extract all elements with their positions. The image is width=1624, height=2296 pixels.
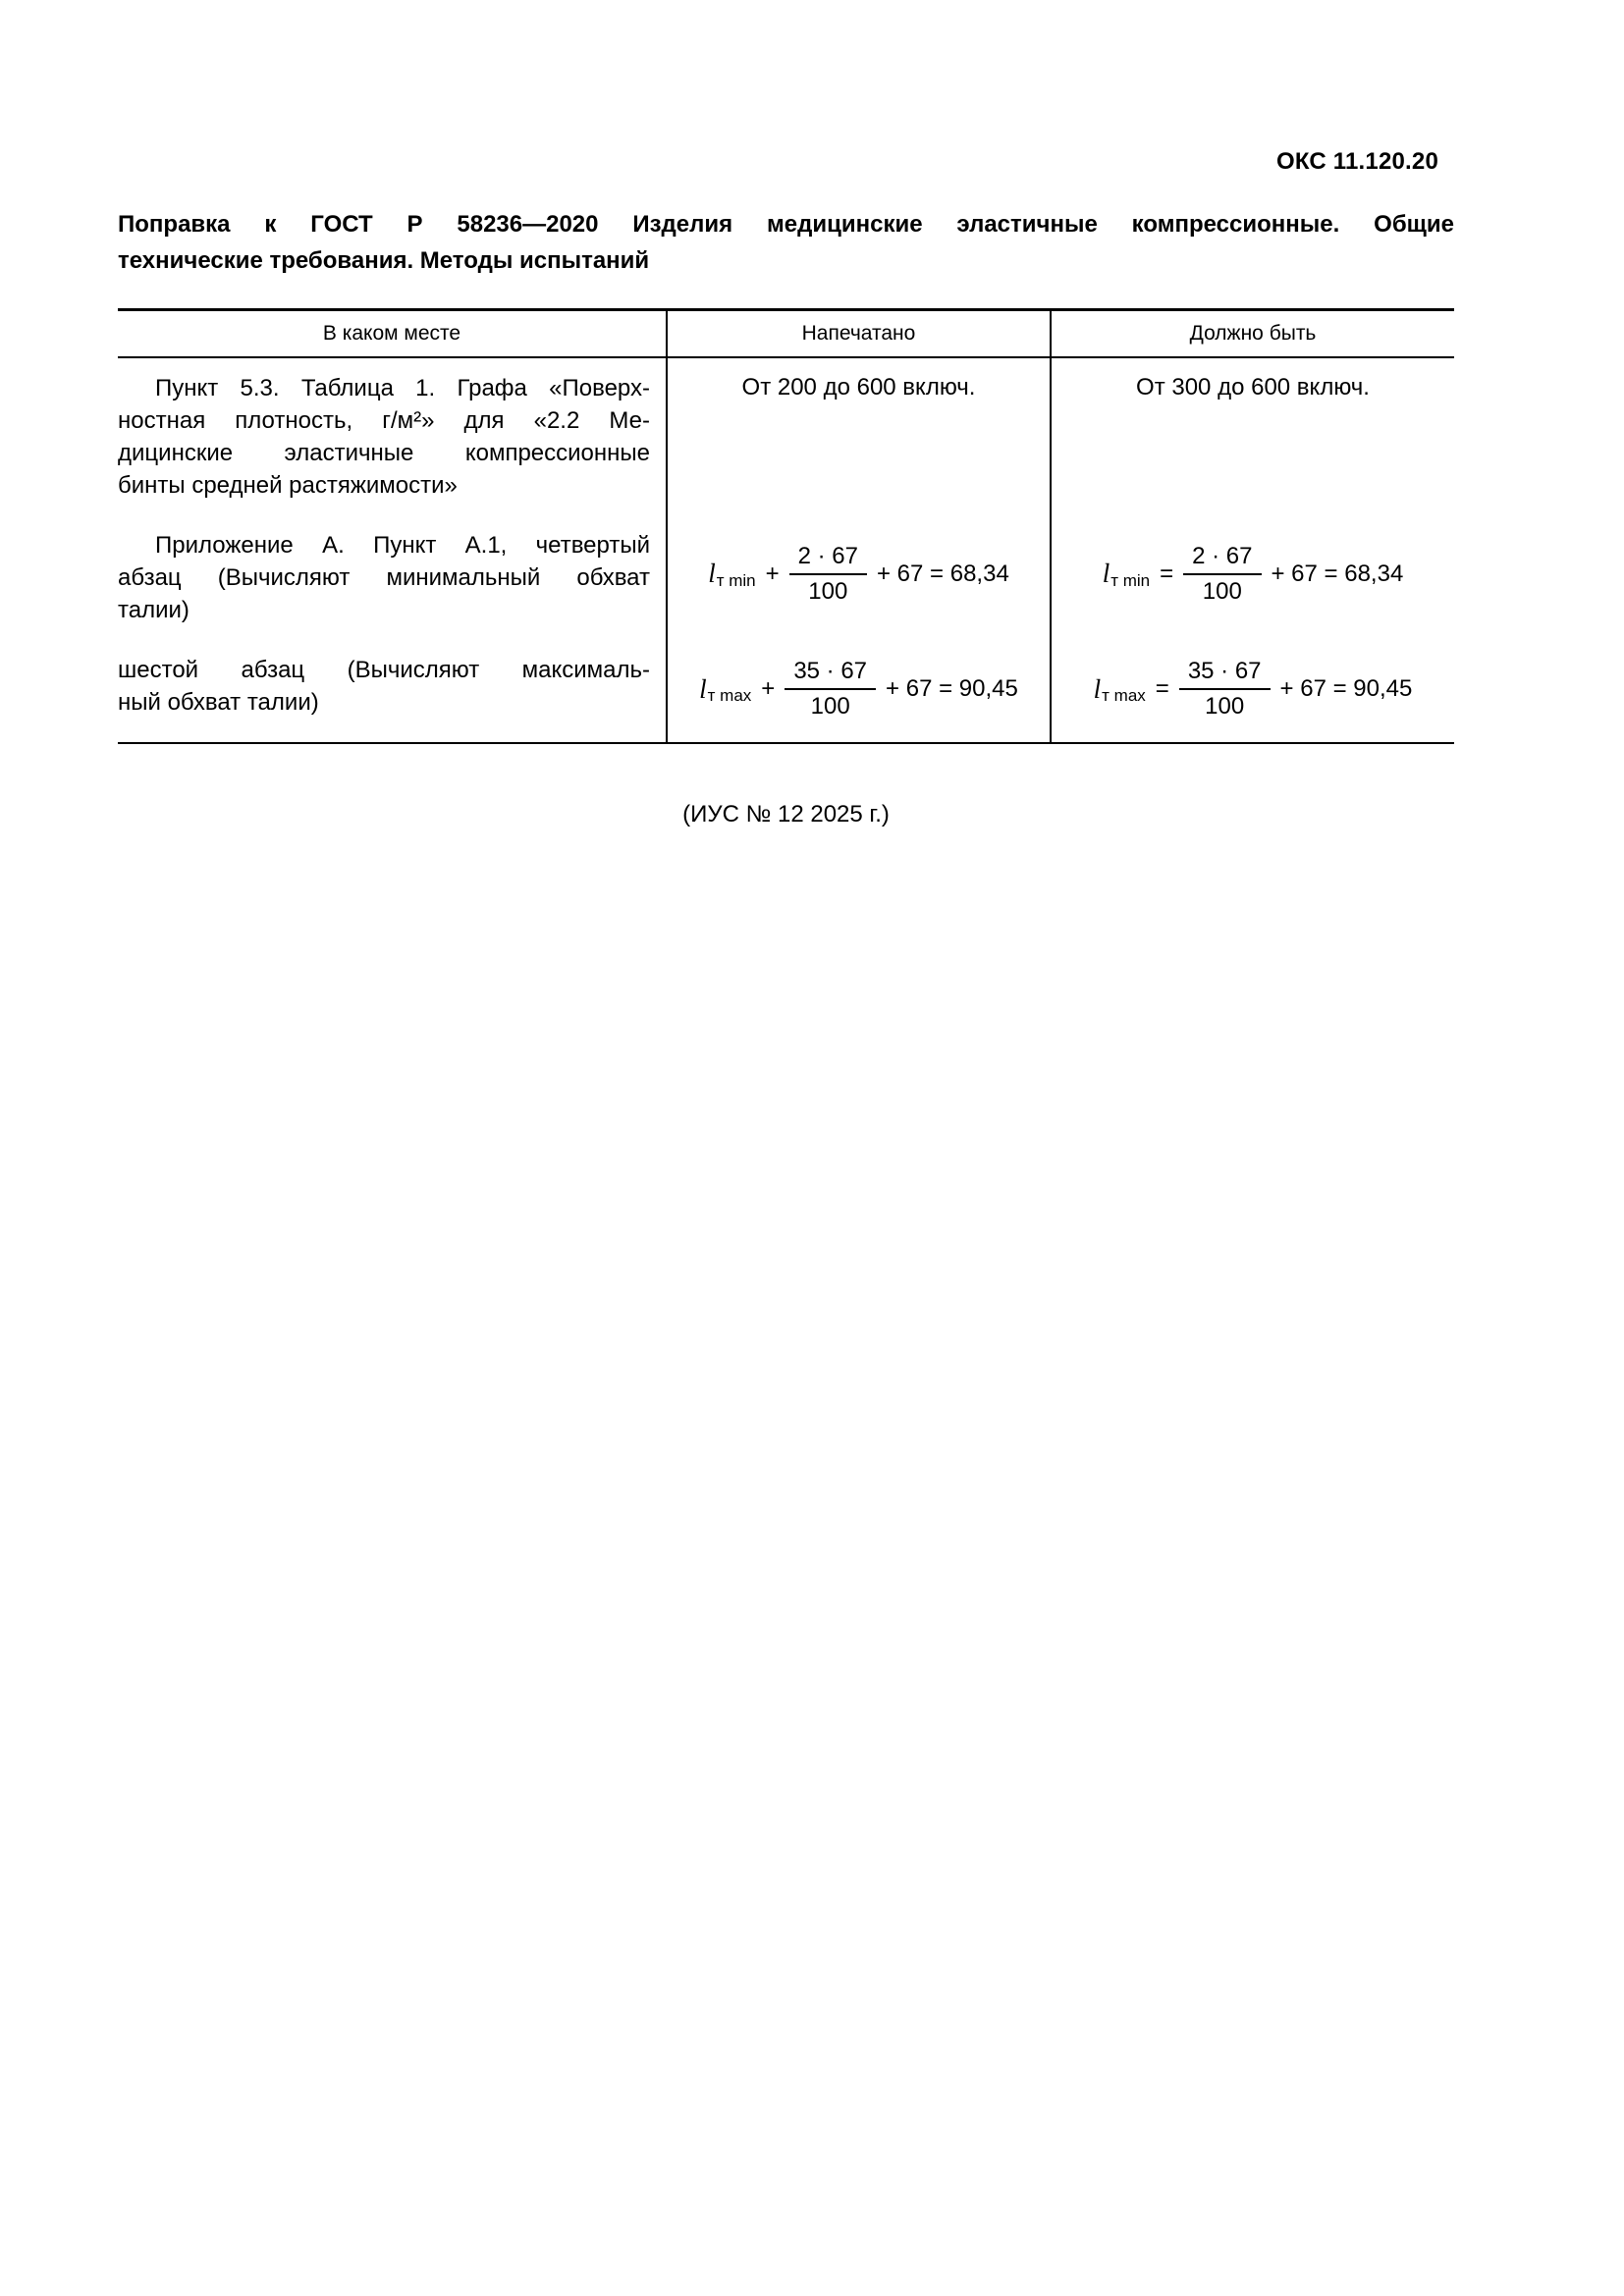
col-header-printed: Напечатано	[668, 311, 1052, 356]
formula-operator: +	[761, 675, 776, 702]
amendment-table	[118, 308, 1454, 744]
text-line: абзац (Вычисляют минимальный обхват	[118, 564, 650, 591]
formula-operator: +	[765, 560, 780, 587]
text-line: талии)	[118, 597, 189, 623]
title-line-2: технические требования. Методы испытаний	[118, 247, 650, 274]
fraction	[1183, 544, 1261, 605]
oks-code: ОКС 11.120.20	[1275, 148, 1438, 175]
text-line: Пункт 5.3. Таблица 1. Графа «Поверх-	[155, 375, 650, 401]
cell-place	[118, 358, 668, 511]
page-content	[118, 147, 1454, 828]
fraction-denominator: 100	[1202, 577, 1242, 605]
formula-printed-max	[699, 659, 1018, 720]
text-line: ный обхват талии)	[118, 689, 319, 716]
cell-place	[118, 511, 668, 636]
table-row	[118, 636, 1454, 742]
formula-subscript: т min	[1110, 570, 1151, 590]
formula-variable: l	[708, 559, 716, 588]
text-line: бинты средней растяжимости»	[118, 472, 458, 499]
cell-should-be	[1052, 511, 1454, 636]
table-header-row	[118, 311, 1454, 358]
text-line: дицинские эластичные компрессионные	[118, 440, 650, 466]
fraction	[1179, 659, 1271, 720]
cell-place	[118, 636, 668, 742]
formula-subscript: т max	[707, 686, 752, 705]
fraction-numerator: 2 · 67	[1183, 544, 1261, 575]
formula-operator: =	[1155, 675, 1169, 702]
cell-printed	[668, 358, 1052, 511]
text-line: Приложение А. Пункт А.1, четвертый	[155, 532, 650, 559]
should-be-value: От 300 до 600 включ.	[1136, 374, 1370, 400]
fraction-numerator: 35 · 67	[785, 659, 876, 690]
fraction-numerator: 35 · 67	[1179, 659, 1271, 690]
fraction-denominator: 100	[1205, 693, 1245, 720]
fraction	[789, 544, 867, 605]
formula-subscript: т max	[1102, 686, 1146, 705]
formula-tail: + 67 = 68,34	[1271, 560, 1404, 587]
text-line: ностная плотность, г/м²» для «2.2 Ме-	[118, 407, 650, 434]
fraction	[785, 659, 876, 720]
title-line-1: Поправка к ГОСТ Р 58236—2020 Изделия медицинские эластичные компрессионные. Общие	[118, 211, 1454, 238]
formula-printed-min	[708, 544, 1009, 605]
formula-corrected-max	[1094, 659, 1413, 720]
formula-tail: + 67 = 90,45	[1279, 675, 1413, 702]
cell-printed	[668, 636, 1052, 742]
ius-note: (ИУС № 12 2025 г.)	[682, 801, 890, 828]
formula-variable: l	[1102, 559, 1110, 588]
fraction-denominator: 100	[808, 577, 848, 605]
col-header-place: В каком месте	[118, 311, 668, 356]
printed-value: От 200 до 600 включ.	[741, 374, 976, 400]
formula-variable: l	[699, 673, 707, 704]
formula-variable: l	[1093, 673, 1102, 704]
text-line: шестой абзац (Вычисляют максималь-	[118, 657, 650, 683]
fraction-numerator: 2 · 67	[789, 544, 867, 575]
table-row	[118, 358, 1454, 511]
col-header-should-be: Должно быть	[1189, 322, 1317, 345]
formula-subscript: т min	[716, 570, 756, 590]
fraction-denominator: 100	[810, 693, 850, 720]
formula-tail: + 67 = 68,34	[877, 560, 1009, 587]
document-title	[118, 206, 1454, 279]
formula-corrected-min	[1103, 544, 1404, 605]
formula-operator: =	[1160, 560, 1174, 587]
cell-should-be	[1052, 358, 1454, 511]
cell-should-be	[1052, 636, 1454, 742]
cell-printed	[668, 511, 1052, 636]
formula-tail: + 67 = 90,45	[886, 675, 1018, 702]
table-row	[118, 511, 1454, 636]
